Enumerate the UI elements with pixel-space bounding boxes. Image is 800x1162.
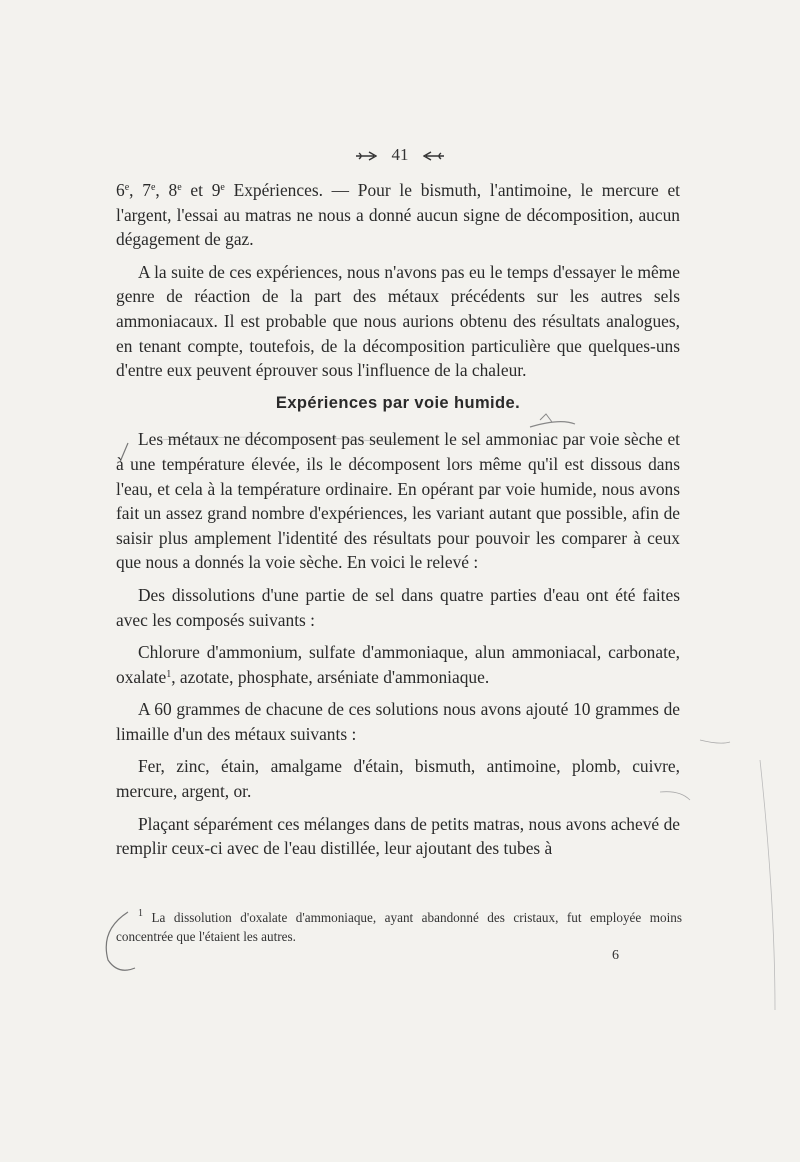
paragraph-8: Plaçant séparément ces mélanges dans de petits matras, nous avons achevé de remplir ceux-ci avec de l'eau distillée, leur ajoutant des tubes à	[116, 813, 680, 859]
paragraph-6: A 60 grammes de chacune de ces solutions nous avons ajouté 10 grammes de limaille d'un des métaux suivants :	[116, 699, 680, 744]
right-ornament-icon	[423, 151, 445, 161]
page-number: 41	[391, 145, 409, 164]
paragraph-4: Des dissolutions d'une partie de sel dans quatre parties d'eau ont été faites avec les composés suivants :	[116, 584, 680, 630]
main-text	[116, 178, 680, 869]
left-ornament-icon	[355, 151, 377, 161]
signature-mark: 6	[612, 948, 619, 963]
paragraph-5: Chlorure d'ammonium, sulfate d'ammoniaque, alun ammoniacal, carbonate, oxalate$^1$, azotate, phosphate, arséniate d'ammoniaque.	[116, 642, 680, 687]
paragraph-1: 6e, 7e, 8e et 9e Expériences. — Pour le bismuth, l'antimoine, le mercure et l'argent, l'essai au matras ne nous a donné aucun signe de décomposition, aucun dégagement de gaz.	[116, 180, 681, 250]
footnote	[116, 908, 682, 946]
paragraph-2: A la suite de ces expériences, nous n'avons pas eu le temps d'essayer le même genre de réaction de la part des métaux précédents sur les autres sels ammoniacaux. Il est probable que nous aurions obtenu des résultats analogues, en tenant compte, toutefois, de la décomposition particulière que quelques-uns d'entre eux peuvent éprouver sous l'influence de la chaleur.	[116, 261, 680, 381]
paragraph-7: Fer, zinc, étain, amalgame d'étain, bismuth, antimoine, plomb, cuivre, mercure, argent, or.	[116, 756, 680, 802]
footnote-text: La dissolution d'oxalate d'ammoniaque, ayant abandonné des cristaux, fut employée moins concentrée que l'étaient les autres.	[116, 910, 682, 944]
paragraph-3: Les métaux ne décomposent pas seulement le sel ammoniac par voie sèche et à une température élevée, ils le décomposent lors même qu'il est dissous dans l'eau, et cela à la température ordinaire. En opérant par voie humide, nous avons fait un assez grand nombre d'expériences, les variant autant que possible, afin de saisir plus amplement l'identité des résultats pour pouvoir les comparer à ceux que nous a donnés la voie sèche. En voici le relevé :	[116, 429, 680, 573]
footnote-marker: 1	[138, 908, 143, 919]
page-header	[0, 145, 800, 165]
section-title: Expériences par voie humide.	[275, 393, 521, 412]
